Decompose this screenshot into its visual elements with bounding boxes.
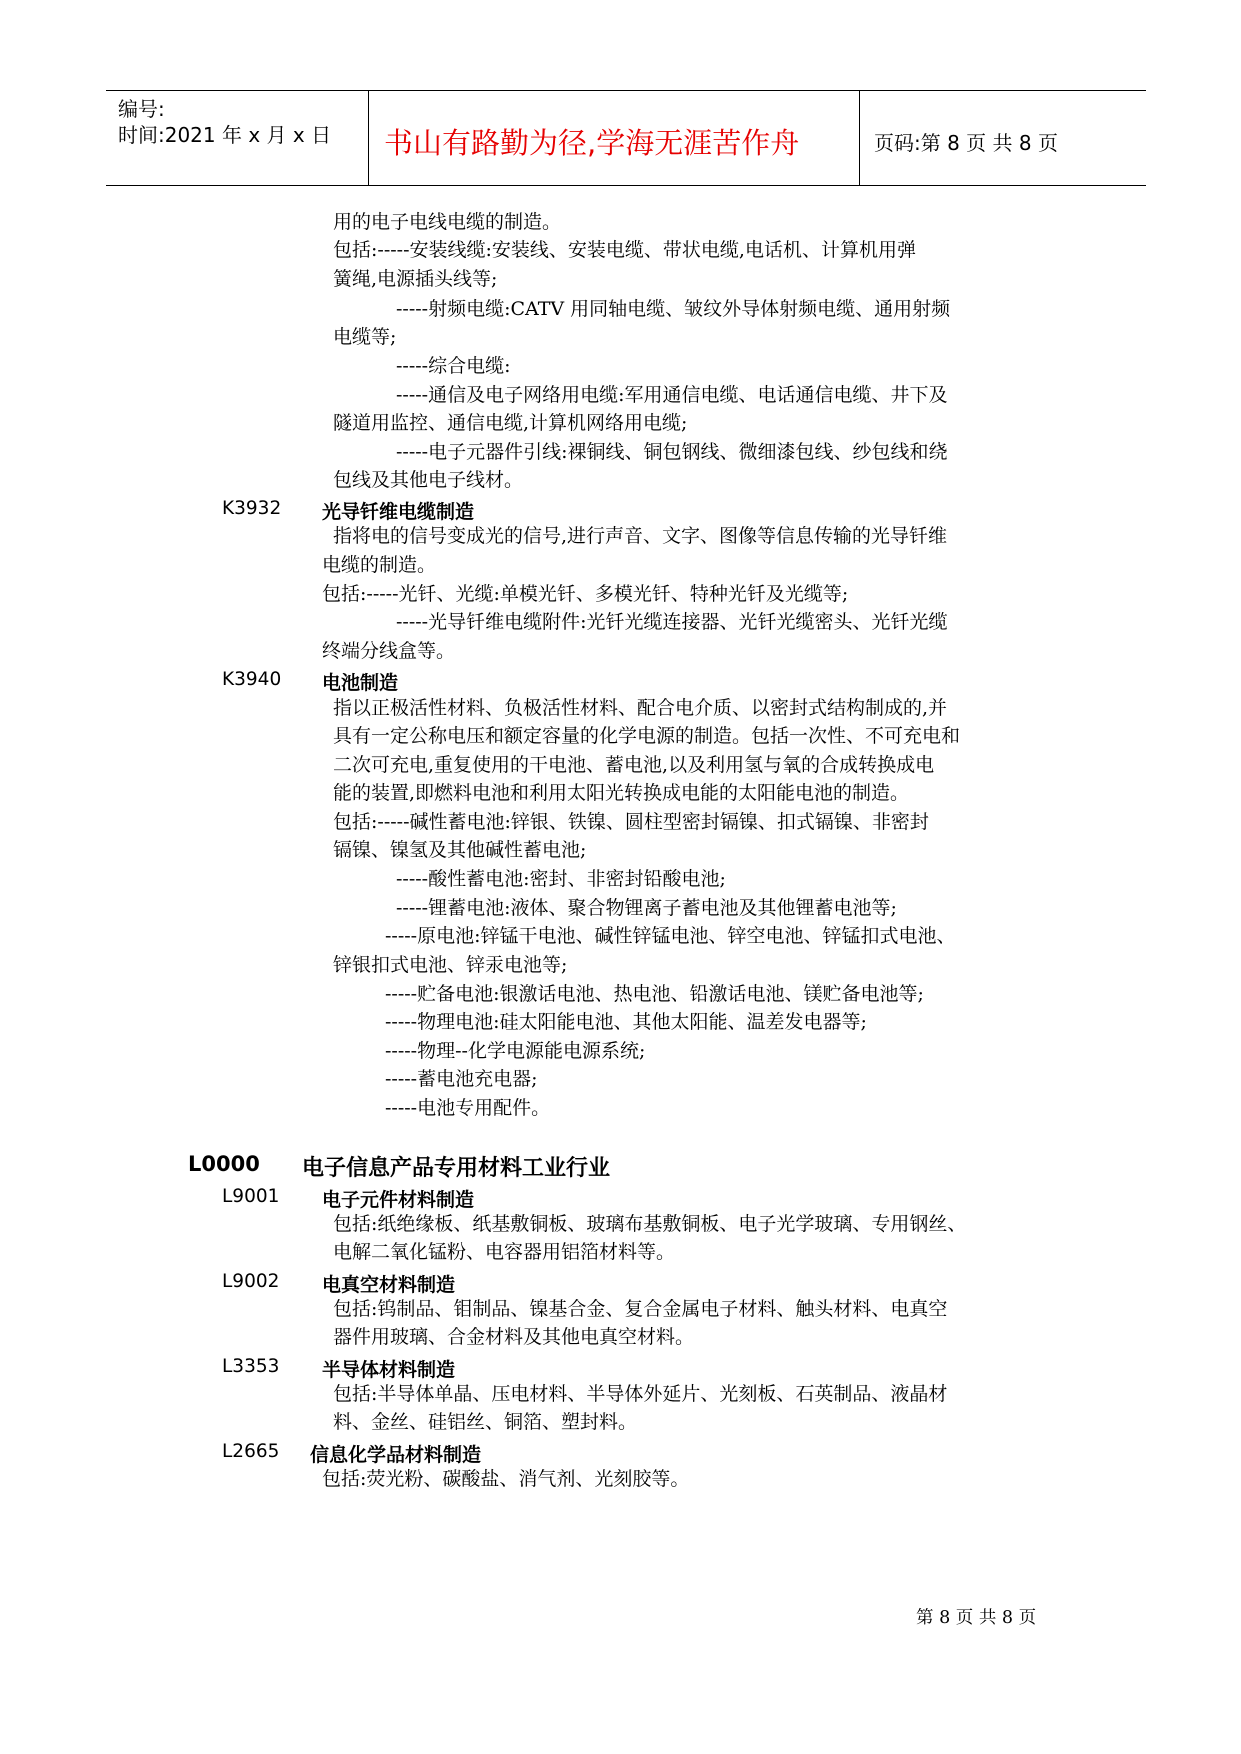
header-motto: 书山有路勤为径,学海无涯苦作舟 — [384, 126, 800, 160]
body-line: -----锂蓄电池:液体、聚合物锂离子蓄电池及其他锂蓄电池等; — [396, 897, 897, 919]
body-line: 隧道用监控、通信电缆,计算机网络用电缆; — [333, 412, 688, 434]
body-line: 用的电子电线电缆的制造。 — [333, 211, 562, 233]
body-line: 锌银扣式电池、锌汞电池等; — [333, 954, 568, 976]
body-line: -----通信及电子网络用电缆:军用通信电缆、电话通信电缆、井下及 — [396, 384, 948, 406]
section-code: K3940 — [222, 669, 282, 690]
header-time: 时间:2021 年 x 月 x 日 — [118, 123, 332, 147]
body-line: 电缆等; — [333, 326, 397, 348]
body-line: -----蓄电池充电器; — [385, 1068, 538, 1090]
body-line: 能的装置,即燃料电池和利用太阳光转换成电能的太阳能电池的制造。 — [333, 782, 910, 804]
body-line: 簧绳,电源插头线等; — [333, 268, 498, 290]
section-title: 电子元件材料制造 — [322, 1189, 475, 1211]
header-divider — [859, 91, 860, 185]
page-header — [106, 90, 1146, 186]
header-divider — [368, 91, 369, 185]
body-line: -----综合电缆: — [396, 355, 511, 377]
body-line: 包括:-----安装线缆:安装线、安装电缆、带状电缆,电话机、计算机用弹 — [333, 239, 916, 261]
body-line: 镉镍、镍氢及其他碱性蓄电池; — [333, 839, 587, 861]
body-line: -----光导钎维电缆附件:光钎光缆连接器、光钎光缆密头、光钎光缆 — [396, 611, 948, 633]
body-line: 包括:纸绝缘板、纸基敷铜板、玻璃布基敷铜板、电子光学玻璃、专用钢丝、 — [333, 1213, 967, 1235]
body-line: 包括:荧光粉、碳酸盐、消气剂、光刻胶等。 — [322, 1468, 690, 1490]
header-number: 编号: — [118, 97, 165, 121]
section-title: 半导体材料制造 — [322, 1359, 456, 1381]
body-line: -----原电池:锌锰干电池、碱性锌锰电池、锌空电池、锌锰扣式电池、 — [385, 925, 956, 947]
body-line: 二次可充电,重复使用的干电池、蓄电池,以及利用氢与氧的合成转换成电 — [333, 754, 935, 776]
body-line: 包括:钨制品、钼制品、镍基合金、复合金属电子材料、触头材料、电真空 — [333, 1298, 948, 1320]
body-line: -----射频电缆:CATV 用同轴电缆、皱纹外导体射频电缆、通用射频 — [396, 298, 951, 320]
body-line: 包括:-----光钎、光缆:单模光钎、多模光钎、特种光钎及光缆等; — [322, 583, 849, 605]
body-line: 具有一定公称电压和额定容量的化学电源的制造。包括一次性、不可充电和 — [333, 725, 961, 747]
body-line: -----酸性蓄电池:密封、非密封铅酸电池; — [396, 868, 726, 890]
section-code: L9002 — [222, 1271, 280, 1292]
industry-code: L0000 — [188, 1152, 260, 1176]
body-line: -----物理--化学电源能电源系统; — [385, 1040, 646, 1062]
section-code: L3353 — [222, 1356, 280, 1377]
body-line: 指以正极活性材料、负极活性材料、配合电介质、以密封式结构制成的,并 — [333, 697, 948, 719]
body-line: 电解二氧化锰粉、电容器用铝箔材料等。 — [333, 1241, 676, 1263]
section-title: 电池制造 — [322, 672, 399, 694]
industry-title: 电子信息产品专用材料工业行业 — [302, 1156, 611, 1181]
body-line: 包括:-----碱性蓄电池:锌银、铁镍、圆柱型密封镉镍、扣式镉镍、非密封 — [333, 811, 929, 833]
section-title: 电真空材料制造 — [322, 1274, 456, 1296]
body-line: -----贮备电池:银激话电池、热电池、铅激话电池、镁贮备电池等; — [385, 983, 924, 1005]
body-line: 电缆的制造。 — [322, 554, 437, 576]
body-line: 包线及其他电子线材。 — [333, 469, 524, 491]
header-page-code: 页码:第 8 页 共 8 页 — [874, 131, 1058, 155]
section-title: 光导钎维电缆制造 — [322, 501, 475, 523]
page-footer: 第 8 页 共 8 页 — [916, 1608, 1037, 1628]
body-line: -----电池专用配件。 — [385, 1097, 551, 1119]
section-title: 信息化学品材料制造 — [310, 1444, 482, 1466]
section-code: K3932 — [222, 498, 282, 519]
body-line: 指将电的信号变成光的信号,进行声音、文字、图像等信息传输的光导钎维 — [333, 525, 948, 547]
section-code: L2665 — [222, 1441, 280, 1462]
body-line: 包括:半导体单晶、压电材料、半导体外延片、光刻板、石英制品、液晶材 — [333, 1383, 948, 1405]
body-line: -----电子元器件引线:裸铜线、铜包钢线、微细漆包线、纱包线和绕 — [396, 441, 948, 463]
body-line: 料、金丝、硅铝丝、铜箔、塑封料。 — [333, 1411, 638, 1433]
section-code: L9001 — [222, 1186, 280, 1207]
body-line: -----物理电池:硅太阳能电池、其他太阳能、温差发电器等; — [385, 1011, 867, 1033]
body-line: 终端分线盒等。 — [322, 640, 456, 662]
body-line: 器件用玻璃、合金材料及其他电真空材料。 — [333, 1326, 695, 1348]
